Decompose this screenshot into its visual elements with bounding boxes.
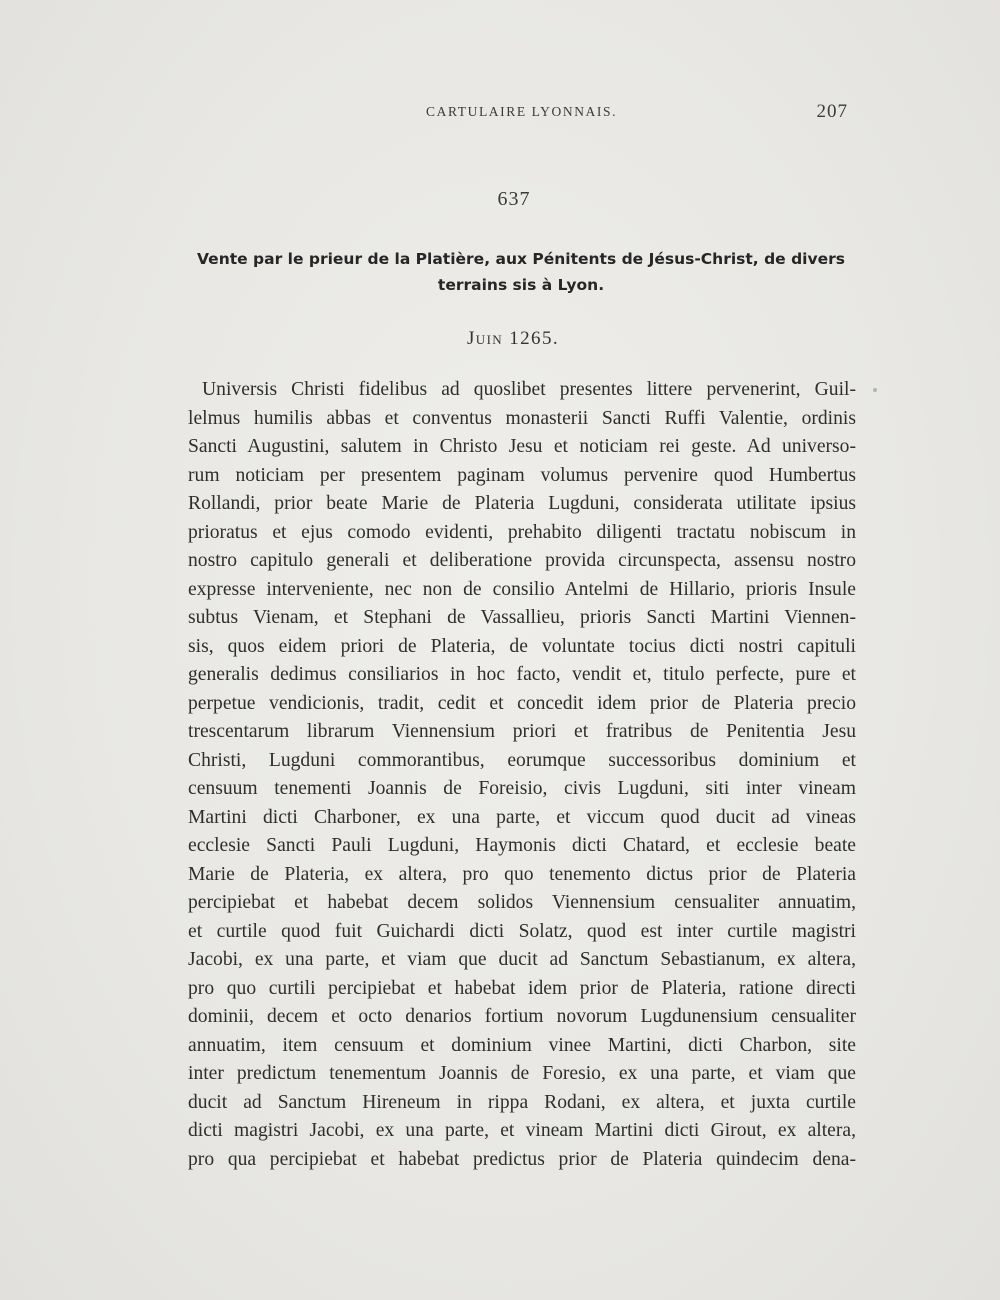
document-title-line-1: Vente par le prieur de la Platière, aux Pénitents de Jésus-Christ, de divers xyxy=(197,250,845,268)
body-line: rum noticiam per presentem paginam volumus pervenire quod Humbertus xyxy=(188,464,856,486)
body-line: percipiebat et habebat decem solidos Viennensium censualiter annuatim, xyxy=(188,892,856,913)
document-body xyxy=(188,376,856,1174)
page-number: 207 xyxy=(816,101,848,122)
document-title-line-2: terrains sis à Lyon. xyxy=(437,276,605,294)
body-line: Rollandi, prior beate Marie de Plateria Lugduni, considerata utilitate ipsius xyxy=(188,493,856,514)
body-line: pro qua percipiebat et habebat predictus prior de Plateria quindecim dena- xyxy=(188,1148,856,1170)
body-line: Jacobi, ex una parte, et viam que ducit ad Sanctum Sebastianum, ex altera, xyxy=(188,949,856,970)
body-line: inter predictum tenementum Joannis de Foresio, ex una parte, et viam que xyxy=(188,1063,856,1084)
body-line: dominii, decem et octo denarios fortium novorum Lugdunensium censualiter xyxy=(188,1006,856,1027)
document-date xyxy=(0,328,1000,350)
body-line: trescentarum librarum Viennensium priori et fratribus de Penitentia Jesu xyxy=(188,721,856,742)
body-line: sis, quos eidem priori de Plateria, de voluntate tocius dicti nostri capituli xyxy=(188,635,856,657)
body-line: lelmus humilis abbas et conventus monasterii Sancti Ruffi Valentie, ordinis xyxy=(188,407,856,429)
body-line: expresse interveniente, nec non de consilio Antelmi de Hillario, prioris Insule xyxy=(188,578,856,600)
body-line: censuum tenementi Joannis de Foreisio, civis Lugduni, siti inter vineam xyxy=(188,778,856,799)
body-line: ecclesie Sancti Pauli Lugduni, Haymonis dicti Chatard, et ecclesie beate xyxy=(188,835,856,856)
body-line: Universis Christi fidelibus ad quoslibet presentes littere pervenerint, Guil- xyxy=(202,379,856,400)
document-title xyxy=(196,246,846,298)
document-number: 637 xyxy=(497,188,531,210)
body-line: annuatim, item censuum et dominium vinee Martini, dicti Charbon, site xyxy=(188,1034,856,1056)
date-month: Juin xyxy=(466,328,504,349)
date-year: 1265. xyxy=(509,328,559,349)
body-line: nostro capitulo generali et deliberatione provida circunspecta, assensu nostro xyxy=(188,550,856,571)
body-line: prioratus et ejus comodo evidenti, prehabito diligenti tractatu nobiscum in xyxy=(188,521,856,543)
body-line: pro quo curtili percipiebat et habebat idem prior de Plateria, ratione directi xyxy=(188,977,856,999)
body-line: perpetue vendicionis, tradit, cedit et concedit idem prior de Plateria precio xyxy=(188,692,856,714)
body-line: dicti magistri Jacobi, ex una parte, et vineam Martini dicti Girout, ex altera, xyxy=(188,1120,856,1141)
body-line: Sancti Augustini, salutem in Christo Jesu et noticiam rei geste. Ad universo- xyxy=(188,436,856,457)
body-line: Christi, Lugduni commorantibus, eorumque successoribus dominium et xyxy=(188,749,856,771)
margin-mark xyxy=(873,388,877,392)
body-line: subtus Vienam, et Stephani de Vassallieu, prioris Sancti Martini Viennen- xyxy=(188,607,856,628)
body-line: generalis dedimus consiliarios in hoc facto, vendit et, titulo perfecte, pure et xyxy=(188,664,856,685)
body-line: Marie de Plateria, ex altera, pro quo tenemento dictus prior de Plateria xyxy=(188,863,856,885)
body-line: Martini dicti Charboner, ex una parte, et viccum quod ducit ad vineas xyxy=(188,806,856,828)
body-line: ducit ad Sanctum Hireneum in rippa Rodani, ex altera, et juxta curtile xyxy=(188,1091,856,1113)
running-title: CARTULAIRE LYONNAIS. xyxy=(426,104,618,119)
running-head xyxy=(190,101,848,128)
body-line: et curtile quod fuit Guichardi dicti Solatz, quod est inter curtile magistri xyxy=(188,920,856,942)
